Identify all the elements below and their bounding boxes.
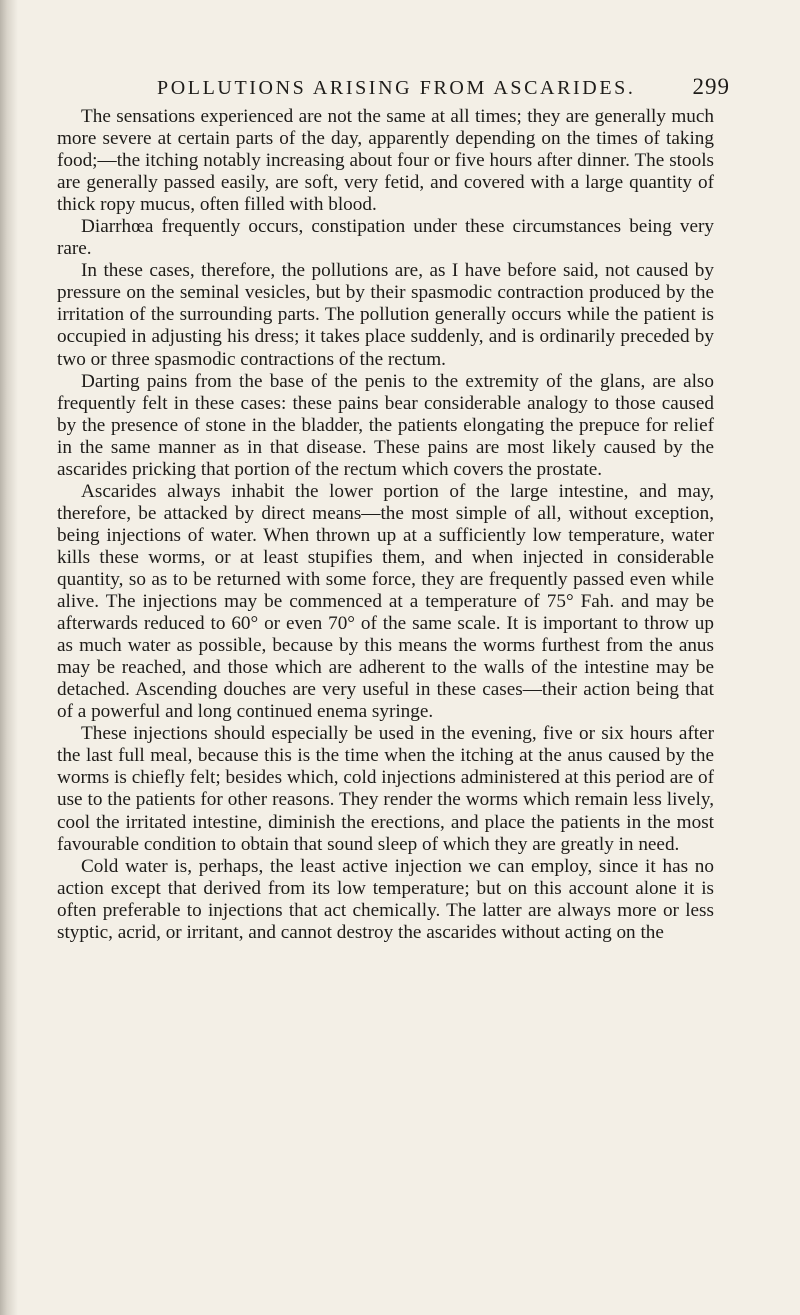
running-head [60, 74, 730, 104]
body-text [57, 106, 714, 944]
paragraph: Cold water is, perhaps, the least active injection we can employ, since it has no action except that derived from its low temperature; but on this account alone it is often preferable to injections that act chemically. The latter are always more or less styptic, acrid, or irritant, and cannot destroy the ascarides without acting on the [57, 855, 714, 943]
paragraph: In these cases, therefore, the pollutions are, as I have before said, not caused by pressure on the seminal vesicles, but by their spasmodic contraction produced by the irritation of the surrounding parts. The pollution generally occurs while the patient is occupied in adjusting his dress; it takes place suddenly, and is ordinarily preceded by two or three spasmodic contractions of the rectum. [57, 260, 714, 370]
paragraph: Ascarides always inhabit the lower portion of the large intestine, and may, therefore, be attacked by direct means—the most simple of all, without exception, being injections of water. When thrown up at a sufficiently low temperature, water kills these worms, or at least stupifies them, and when injected in considerable quantity, so as to be returned with some force, they are frequently passed even while alive. The injections may be commenced at a temperature of 75° Fah. and may be afterwards reduced to 60° or even 70° of the same scale. It is important to throw up as much water as possible, because by this means the worms furthest from the anus may be reached, and those which are adherent to the walls of the intestine may be detached. Ascending douches are very useful in these cases—their action being that of a powerful and long continued enema syringe. [57, 480, 714, 723]
page-number: 299 [692, 74, 730, 99]
running-head-title: POLLUTIONS ARISING FROM ASCARIDES. [157, 77, 636, 99]
paragraph: Darting pains from the base of the penis to the extremity of the glans, are also frequently felt in these cases: these pains bear considerable analogy to those caused by the presence of stone in the bladder, the patients elongating the prepuce for relief in the same manner as in that disease. These pains are most likely caused by the ascarides pricking that portion of the rectum which covers the prostate. [57, 370, 714, 480]
paragraph: Diarrhœa frequently occurs, constipation under these circumstances being very rare. [57, 216, 714, 260]
paragraph: These injections should especially be used in the evening, five or six hours after the last full meal, because this is the time when the itching at the anus caused by the worms is chiefly felt; besides which, cold injections administered at this period are of use to the patients for other reasons. They render the worms which remain less lively, cool the irritated intestine, diminish the erections, and place the patients in the most favourable condition to obtain that sound sleep of which they are greatly in need. [57, 723, 714, 855]
page-edge-shadow [0, 0, 18, 1315]
paragraph: The sensations experienced are not the same at all times; they are generally much more severe at certain parts of the day, apparently depending on the times of taking food;—the itching notably increasing about four or five hours after dinner. The stools are generally passed easily, are soft, very fetid, and covered with a large quantity of thick ropy mucus, often filled with blood. [57, 106, 714, 216]
